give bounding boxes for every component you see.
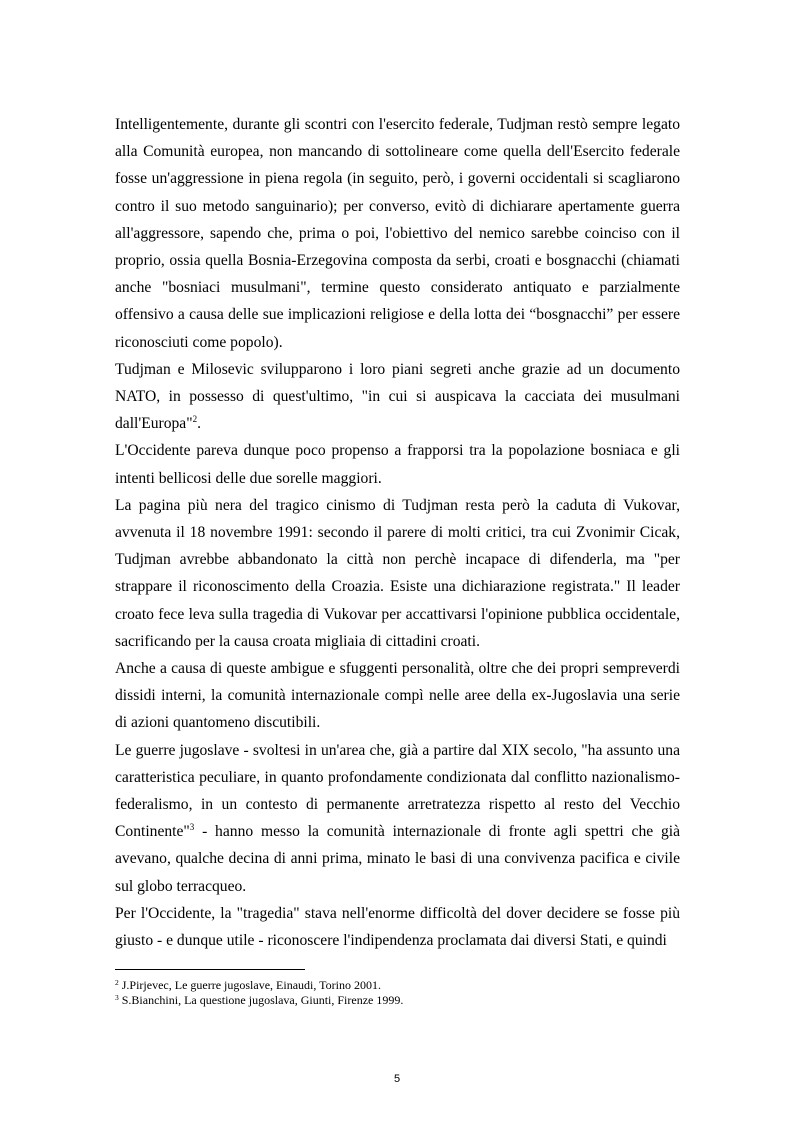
paragraph-3: L'Occidente pareva dunque poco propenso a frapporsi tra la popolazione bosniaca e gli intenti bellicosi delle due sorelle maggiori.: [115, 442, 680, 487]
footnotes: [115, 978, 680, 1008]
paragraph-7: Per l'Occidente, la "tragedia" stava nell'enorme difficoltà del dover decidere se fosse più giusto - e dunque utile - riconoscere l'indipendenza proclamata dai diversi Stati, e quindi: [115, 904, 680, 950]
paragraph-4: La pagina più nera del tragico cinismo di Tudjman resta però la caduta di Vukovar, avvenuta il 18 novembre 1991: secondo il parere di molti critici, tra cui Zvonimir Cicak, Tudjman avrebbe abbandonato la città non perchè incapace di difenderla, ma "per strappare il riconoscimento della Croazia. Esiste una dichiarazione registrata." Il leader croato fece leva sulla tragedia di Vukovar per accattivarsi l'opinione pubblica occidentale, sacrificando per la causa croata migliaia di cittadini croati.: [115, 496, 680, 650]
paragraph-1: Intelligentemente, durante gli scontri con l'esercito federale, Tudjman restò sempre legato alla Comunità europea, non mancando di sottolineare come quella dell'Esercito federale fosse un'aggressione in piena regola (in seguito, però, i governi occidentali si scagliarono contro il suo metodo sanguinario); per converso, evitò di dichiarare apertamente guerra all'aggressore, sapendo che, prima o poi, l'obiettivo del nemico sarebbe coinciso con il proprio, ossia quella Bosnia-Erzegovina composta da serbi, croati e bosgnacchi (chiamati anche "bosniaci musulmani", termine questo considerato antiquato e parzialmente offensivo a causa delle sue implicazioni religiose e della lotta dei “bosgnacchi” per essere riconosciuti come popolo).: [115, 116, 680, 351]
footnote-separator: [115, 969, 305, 970]
page-number: 5: [393, 1073, 401, 1085]
paragraph-2: Tudjman e Milosevic svilupparono i loro piani segreti anche grazie ad un documento NATO, in possesso di quest'ultimo, "in cui si auspicava la cacciata dei musulmani dall'Europa"$^2$.: [115, 360, 680, 433]
footnote-3: $^3$ S.Bianchini, La questione jugoslava, Giunti, Firenze 1999.: [115, 993, 404, 1007]
body-text: [115, 111, 680, 954]
footnote-2: $^2$ J.Pirjevec, Le guerre jugoslave, Einaudi, Torino 2001.: [115, 978, 381, 992]
paragraph-5: Anche a causa di queste ambigue e sfuggenti personalità, oltre che dei propri sempreverdi dissidi interni, la comunità internazionale compì nelle aree della ex-Jugoslavia una serie di azioni quantomeno discutibili.: [115, 660, 680, 732]
paragraph-6: Le guerre jugoslave - svoltesi in un'area che, già a partire dal XIX secolo, "ha assunto una caratteristica peculiare, in quanto profondamente condizionata dal conflitto nazionalismo-federalismo, in un contesto di permanente arretratezza rispetto al resto del Vecchio Continente"$^3$ - hanno messo la comunità internazionale di fronte agli spettri che già avevano, qualche decina di anni prima, minato le basi di una convivenza pacifica e civile sul globo terracqueo.: [115, 741, 680, 895]
footnote-ref-3[interactable]: 3: [189, 822, 195, 833]
footnote-ref-2[interactable]: 2: [192, 414, 198, 425]
